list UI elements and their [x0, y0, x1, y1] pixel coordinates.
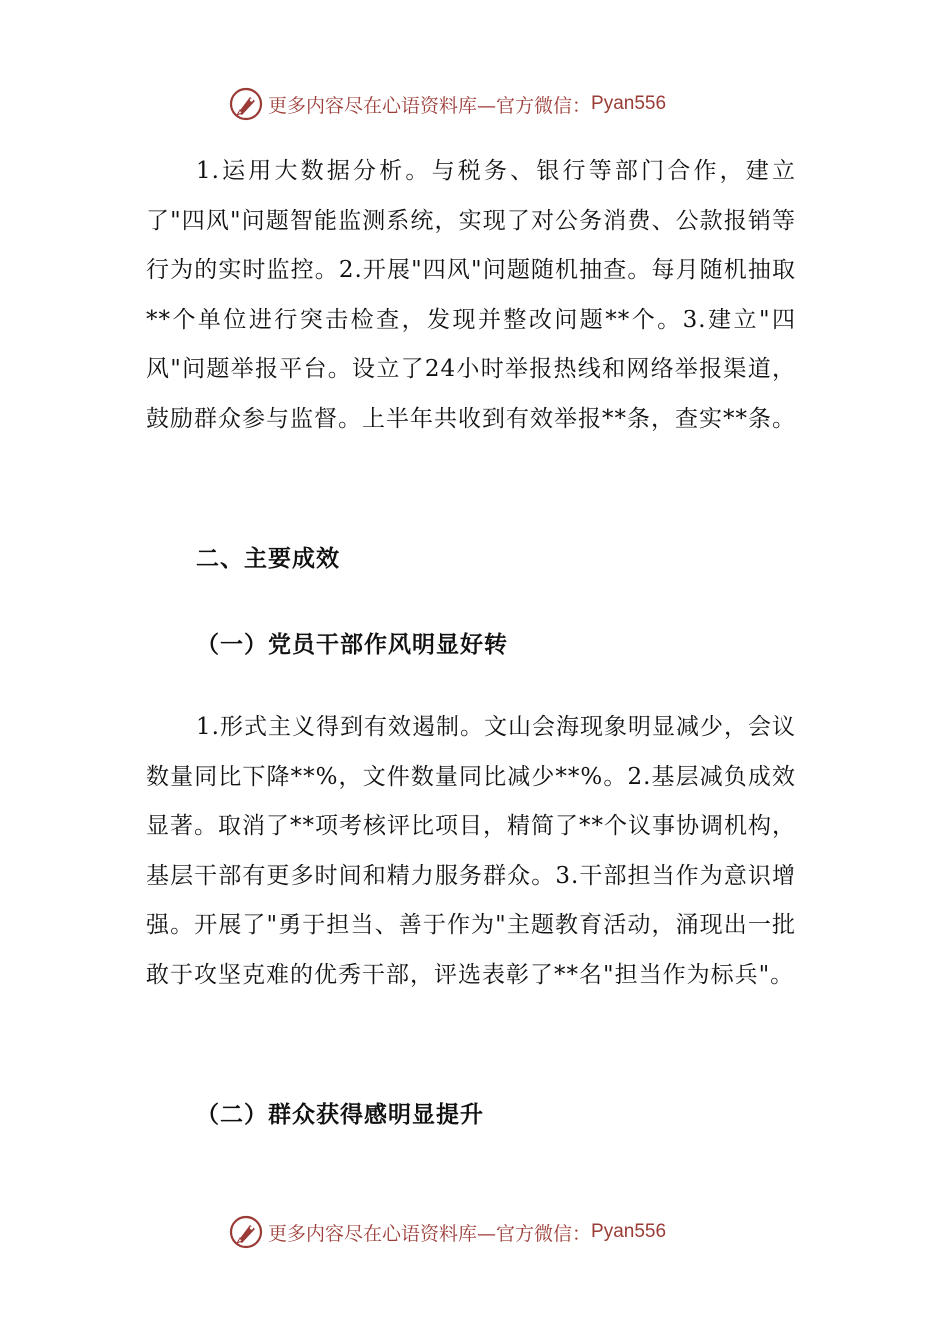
- subheading-cadre-style: （一）党员干部作风明显好转: [196, 632, 508, 658]
- section-heading-main-results: 二、主要成效: [196, 546, 340, 572]
- body-paragraph-2: 1.形式主义得到有效遏制。文山会海现象明显减少，会议数量同比下降**%，文件数量同比减少**%。2.基层减负成效显著。取消了**项考核评比项目，精简了**个议事协调机构，基层干部有更多时间和精力服务群众。3.干部担当作为意识增强。开展了"勇于担当、善于作为"主题教育活动，涌现出一批敢于攻坚克难的优秀干部，评选表彰了**名"担当作为标兵"。: [146, 714, 796, 988]
- watermark-wechat-id: Pyan556: [591, 93, 667, 114]
- watermark-text: 更多内容尽在心语资料库—官方微信：: [268, 1222, 592, 1245]
- pen-nib-logo-icon: [228, 86, 264, 122]
- subheading-public-satisfaction: （二）群众获得感明显提升: [196, 1102, 484, 1128]
- watermark-wechat-id: Pyan556: [591, 1221, 667, 1242]
- body-paragraph-1: 1.运用大数据分析。与税务、银行等部门合作，建立了"四风"问题智能监测系统，实现了对公务消费、公款报销等行为的实时监控。2.开展"四风"问题随机抽查。每月随机抽取**个单位进行突击检查，发现并整改问题**个。3.建立"四风"问题举报平台。设立了24小时举报热线和网络举报渠道，鼓励群众参与监督。上半年共收到有效举报**条，查实**条。: [146, 158, 796, 432]
- pen-nib-logo-icon: [228, 1214, 264, 1250]
- footer-watermark-banner: [228, 1212, 666, 1252]
- header-watermark-banner: [228, 84, 666, 124]
- watermark-text: 更多内容尽在心语资料库—官方微信：: [268, 94, 592, 117]
